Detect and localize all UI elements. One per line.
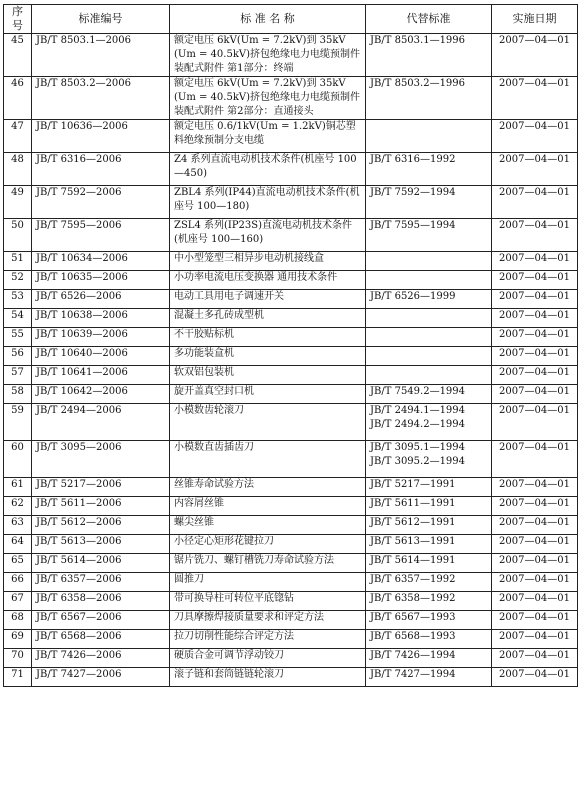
table-row [4,649,578,668]
header-replaces: 代替标准 [366,5,492,34]
standard-code: JB/T 6568—2006 [32,630,170,649]
standard-code: JB/T 6357—2006 [32,573,170,592]
replaced-standards [366,554,492,573]
table-row [4,668,578,687]
replaced-standard: JB/T 3095.2—1994 [370,456,466,467]
row-number: 51 [4,252,32,271]
replaced-standard: JB/T 7427—1994 [370,669,456,680]
replaced-standard: JB/T 3095.1—1994 [370,442,466,453]
header-name: 标 准 名 称 [170,5,366,34]
standard-name: 硬质合金可调节浮动铰刀 [170,649,366,668]
replaced-standards [366,77,492,120]
standard-name: Z4 系列直流电动机技术条件(机座号 100—450) [170,153,366,186]
effective-date: 2007—04—01 [492,668,578,687]
replaced-standard: JB/T 5217—1991 [370,479,456,490]
table-row [4,328,578,347]
row-number: 49 [4,186,32,219]
replaced-standards [366,535,492,554]
effective-date: 2007—04—01 [492,554,578,573]
row-number: 61 [4,478,32,497]
header-date: 实施日期 [492,5,578,34]
replaced-standards [366,309,492,328]
replaced-standards [366,34,492,77]
replaced-standards [366,441,492,478]
replaced-standards [366,271,492,290]
standard-name: 不干胶贴标机 [170,328,366,347]
row-number: 68 [4,611,32,630]
effective-date: 2007—04—01 [492,611,578,630]
row-number: 60 [4,441,32,478]
row-number: 57 [4,366,32,385]
effective-date: 2007—04—01 [492,219,578,252]
table-row [4,309,578,328]
row-number: 54 [4,309,32,328]
row-number: 48 [4,153,32,186]
header-code: 标准编号 [32,5,170,34]
effective-date: 2007—04—01 [492,328,578,347]
table-row [4,77,578,120]
standard-name: 混凝土多孔砖成型机 [170,309,366,328]
standard-name: ZSL4 系列(IP23S)直流电动机技术条件(机座号 100—160) [170,219,366,252]
standard-name: 圆推刀 [170,573,366,592]
standard-code: JB/T 3095—2006 [32,441,170,478]
effective-date: 2007—04—01 [492,290,578,309]
effective-date: 2007—04—01 [492,630,578,649]
standard-name: 旋开盖真空封口机 [170,385,366,404]
standard-code: JB/T 6316—2006 [32,153,170,186]
effective-date: 2007—04—01 [492,478,578,497]
table-row [4,252,578,271]
standard-code: JB/T 7426—2006 [32,649,170,668]
row-number: 65 [4,554,32,573]
replaced-standards [366,611,492,630]
effective-date: 2007—04—01 [492,441,578,478]
table-row [4,120,578,153]
replaced-standards [366,366,492,385]
standard-name: 拉刀切削性能综合评定方法 [170,630,366,649]
replaced-standards [366,649,492,668]
replaced-standards [366,219,492,252]
table-row [4,478,578,497]
row-number: 66 [4,573,32,592]
row-number: 50 [4,219,32,252]
effective-date: 2007—04—01 [492,516,578,535]
replaced-standards [366,290,492,309]
row-number: 64 [4,535,32,554]
standard-name: 丝锥寿命试验方法 [170,478,366,497]
standard-code: JB/T 10639—2006 [32,328,170,347]
table-row [4,219,578,252]
replaced-standard: JB/T 6357—1992 [370,574,456,585]
replaced-standard: JB/T 6526—1999 [370,291,456,302]
replaced-standards [366,478,492,497]
standard-code: JB/T 10634—2006 [32,252,170,271]
table-row [4,535,578,554]
replaced-standards [366,497,492,516]
standard-code: JB/T 6526—2006 [32,290,170,309]
row-number: 70 [4,649,32,668]
effective-date: 2007—04—01 [492,77,578,120]
row-number: 45 [4,34,32,77]
table-row [4,385,578,404]
replaced-standards [366,668,492,687]
standard-code: JB/T 5613—2006 [32,535,170,554]
header-no: 序号 [4,5,32,34]
effective-date: 2007—04—01 [492,497,578,516]
standard-name: 额定电压 6kV(Um = 7.2kV)到 35kV (Um = 40.5kV)挤包绝缘电力电缆预制件装配式附件 第1部分：终端 [170,34,366,77]
effective-date: 2007—04—01 [492,252,578,271]
replaced-standard: JB/T 6567—1993 [370,612,456,623]
replaced-standard: JB/T 5613—1991 [370,536,456,547]
standard-name: 小模数齿轮滚刀 [170,404,366,441]
table-row [4,516,578,535]
replaced-standards [366,592,492,611]
row-number: 56 [4,347,32,366]
header-row [4,5,578,34]
standard-code: JB/T 10635—2006 [32,271,170,290]
standard-code: JB/T 5614—2006 [32,554,170,573]
row-number: 53 [4,290,32,309]
standard-name: 软双铝包装机 [170,366,366,385]
standard-name: 中小型笼型三相异步电动机接线盒 [170,252,366,271]
row-number: 52 [4,271,32,290]
effective-date: 2007—04—01 [492,271,578,290]
standard-name: 小模数直齿插齿刀 [170,441,366,478]
table-row [4,611,578,630]
table-row [4,441,578,478]
standard-code: JB/T 2494—2006 [32,404,170,441]
table-row [4,554,578,573]
replaced-standards [366,120,492,153]
standard-code: JB/T 8503.2—2006 [32,77,170,120]
table-row [4,404,578,441]
standard-name: ZBL4 系列(IP44)直流电动机技术条件(机座号 100—180) [170,186,366,219]
replaced-standards [366,630,492,649]
standard-code: JB/T 5217—2006 [32,478,170,497]
row-number: 58 [4,385,32,404]
standard-name: 内容屑丝锥 [170,497,366,516]
table-row [4,366,578,385]
standard-code: JB/T 10640—2006 [32,347,170,366]
standard-name: 螺尖丝锥 [170,516,366,535]
standard-name: 电动工具用电子调速开关 [170,290,366,309]
table-row [4,573,578,592]
replaced-standards [366,404,492,441]
replaced-standard: JB/T 7595—1994 [370,220,456,231]
replaced-standard: JB/T 2494.2—1994 [370,419,466,430]
effective-date: 2007—04—01 [492,153,578,186]
standard-name: 滚子链和套筒链链轮滚刀 [170,668,366,687]
replaced-standard: JB/T 5611—1991 [370,498,456,509]
replaced-standards [366,347,492,366]
table-row [4,347,578,366]
effective-date: 2007—04—01 [492,385,578,404]
table-row [4,630,578,649]
standard-code: JB/T 7592—2006 [32,186,170,219]
row-number: 46 [4,77,32,120]
replaced-standard: JB/T 7592—1994 [370,187,456,198]
standard-name: 刀具摩擦焊接质量要求和评定方法 [170,611,366,630]
replaced-standards [366,186,492,219]
table-row [4,153,578,186]
replaced-standard: JB/T 6358—1992 [370,593,456,604]
effective-date: 2007—04—01 [492,186,578,219]
replaced-standard: JB/T 6568—1993 [370,631,456,642]
replaced-standards [366,252,492,271]
standard-name: 小径定心矩形花键拉刀 [170,535,366,554]
row-number: 55 [4,328,32,347]
standard-name: 带可换导柱可转位平底锪钻 [170,592,366,611]
standard-code: JB/T 7595—2006 [32,219,170,252]
replaced-standard: JB/T 6316—1992 [370,154,456,165]
effective-date: 2007—04—01 [492,347,578,366]
standard-code: JB/T 5611—2006 [32,497,170,516]
replaced-standard: JB/T 7549.2—1994 [370,386,466,397]
standard-code: JB/T 6358—2006 [32,592,170,611]
standard-code: JB/T 10636—2006 [32,120,170,153]
table-row [4,186,578,219]
effective-date: 2007—04—01 [492,120,578,153]
standards-table [3,4,578,687]
table-body [4,34,578,687]
effective-date: 2007—04—01 [492,309,578,328]
standard-code: JB/T 5612—2006 [32,516,170,535]
standard-code: JB/T 10642—2006 [32,385,170,404]
table-row [4,271,578,290]
table-row [4,592,578,611]
table-row [4,290,578,309]
replaced-standards [366,573,492,592]
replaced-standards [366,385,492,404]
effective-date: 2007—04—01 [492,34,578,77]
row-number: 71 [4,668,32,687]
replaced-standard: JB/T 2494.1—1994 [370,405,466,416]
row-number: 63 [4,516,32,535]
standard-name: 额定电压 6kV(Um = 7.2kV)到 35kV (Um = 40.5kV)挤包绝缘电力电缆预制件装配式附件 第2部分：直通接头 [170,77,366,120]
effective-date: 2007—04—01 [492,649,578,668]
replaced-standards [366,153,492,186]
row-number: 47 [4,120,32,153]
standard-code: JB/T 7427—2006 [32,668,170,687]
effective-date: 2007—04—01 [492,404,578,441]
table-header [4,5,578,34]
row-number: 62 [4,497,32,516]
standard-name: 锯片铣刀、螺钉槽铣刀寿命试验方法 [170,554,366,573]
standard-name: 多功能装盒机 [170,347,366,366]
table-row [4,497,578,516]
replaced-standard: JB/T 5614—1991 [370,555,456,566]
effective-date: 2007—04—01 [492,592,578,611]
replaced-standards [366,516,492,535]
effective-date: 2007—04—01 [492,366,578,385]
replaced-standard: JB/T 8503.1—1996 [370,35,466,46]
standard-code: JB/T 10638—2006 [32,309,170,328]
replaced-standards [366,328,492,347]
row-number: 69 [4,630,32,649]
row-number: 67 [4,592,32,611]
replaced-standard: JB/T 5612—1991 [370,517,456,528]
effective-date: 2007—04—01 [492,535,578,554]
standard-name: 小功率电流电压变换器 通用技术条件 [170,271,366,290]
standard-code: JB/T 10641—2006 [32,366,170,385]
standard-code: JB/T 8503.1—2006 [32,34,170,77]
row-number: 59 [4,404,32,441]
table-row [4,34,578,77]
replaced-standard: JB/T 8503.2—1996 [370,78,466,89]
replaced-standard: JB/T 7426—1994 [370,650,456,661]
standard-code: JB/T 6567—2006 [32,611,170,630]
standard-name: 额定电压 0.6/1kV(Um = 1.2kV)铜芯塑料绝缘预制分支电缆 [170,120,366,153]
effective-date: 2007—04—01 [492,573,578,592]
